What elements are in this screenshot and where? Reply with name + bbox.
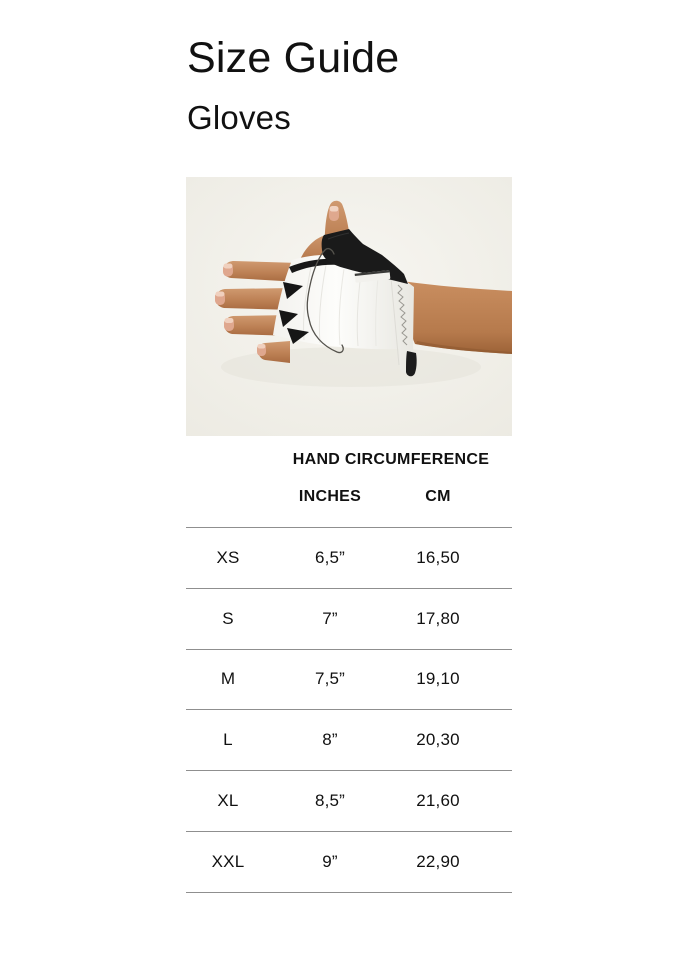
cm-cell: 19,10 [416, 669, 460, 689]
section-subtitle: Gloves [187, 99, 291, 136]
size-cell: M [220, 669, 236, 689]
glove-photo [186, 177, 512, 436]
table-row [186, 650, 512, 711]
inches-cell: 9” [322, 851, 338, 871]
table-row [186, 589, 512, 650]
cm-cell: 16,50 [416, 547, 460, 567]
cm-cell: 17,80 [416, 608, 460, 628]
table-header-hand-circumference: HAND CIRCUMFERENCE [292, 451, 490, 468]
inches-cell: 8,5” [314, 791, 346, 811]
size-cell: XXL [211, 851, 245, 871]
inches-cell: 7” [322, 608, 338, 628]
page-title: Size Guide [187, 34, 400, 82]
inches-cell: 6,5” [314, 547, 346, 567]
glove-illustration [186, 177, 512, 436]
size-cell: L [223, 730, 233, 750]
table-row [186, 528, 512, 589]
cm-cell: 21,60 [416, 791, 460, 811]
inches-cell: 7,5” [314, 669, 346, 689]
cm-cell: 20,30 [416, 730, 460, 750]
size-cell: XS [216, 547, 240, 567]
size-table [186, 527, 512, 893]
table-row [186, 771, 512, 832]
column-header-size [186, 489, 270, 505]
table-row [186, 832, 512, 893]
size-cell: S [222, 608, 234, 628]
cm-cell: 22,90 [416, 851, 460, 871]
inches-cell: 8” [322, 730, 338, 750]
table-row [186, 710, 512, 771]
column-header-inches: INCHES [298, 488, 362, 505]
size-cell: XL [217, 791, 239, 811]
table-column-headers [186, 489, 512, 505]
column-header-cm: CM [425, 488, 451, 505]
